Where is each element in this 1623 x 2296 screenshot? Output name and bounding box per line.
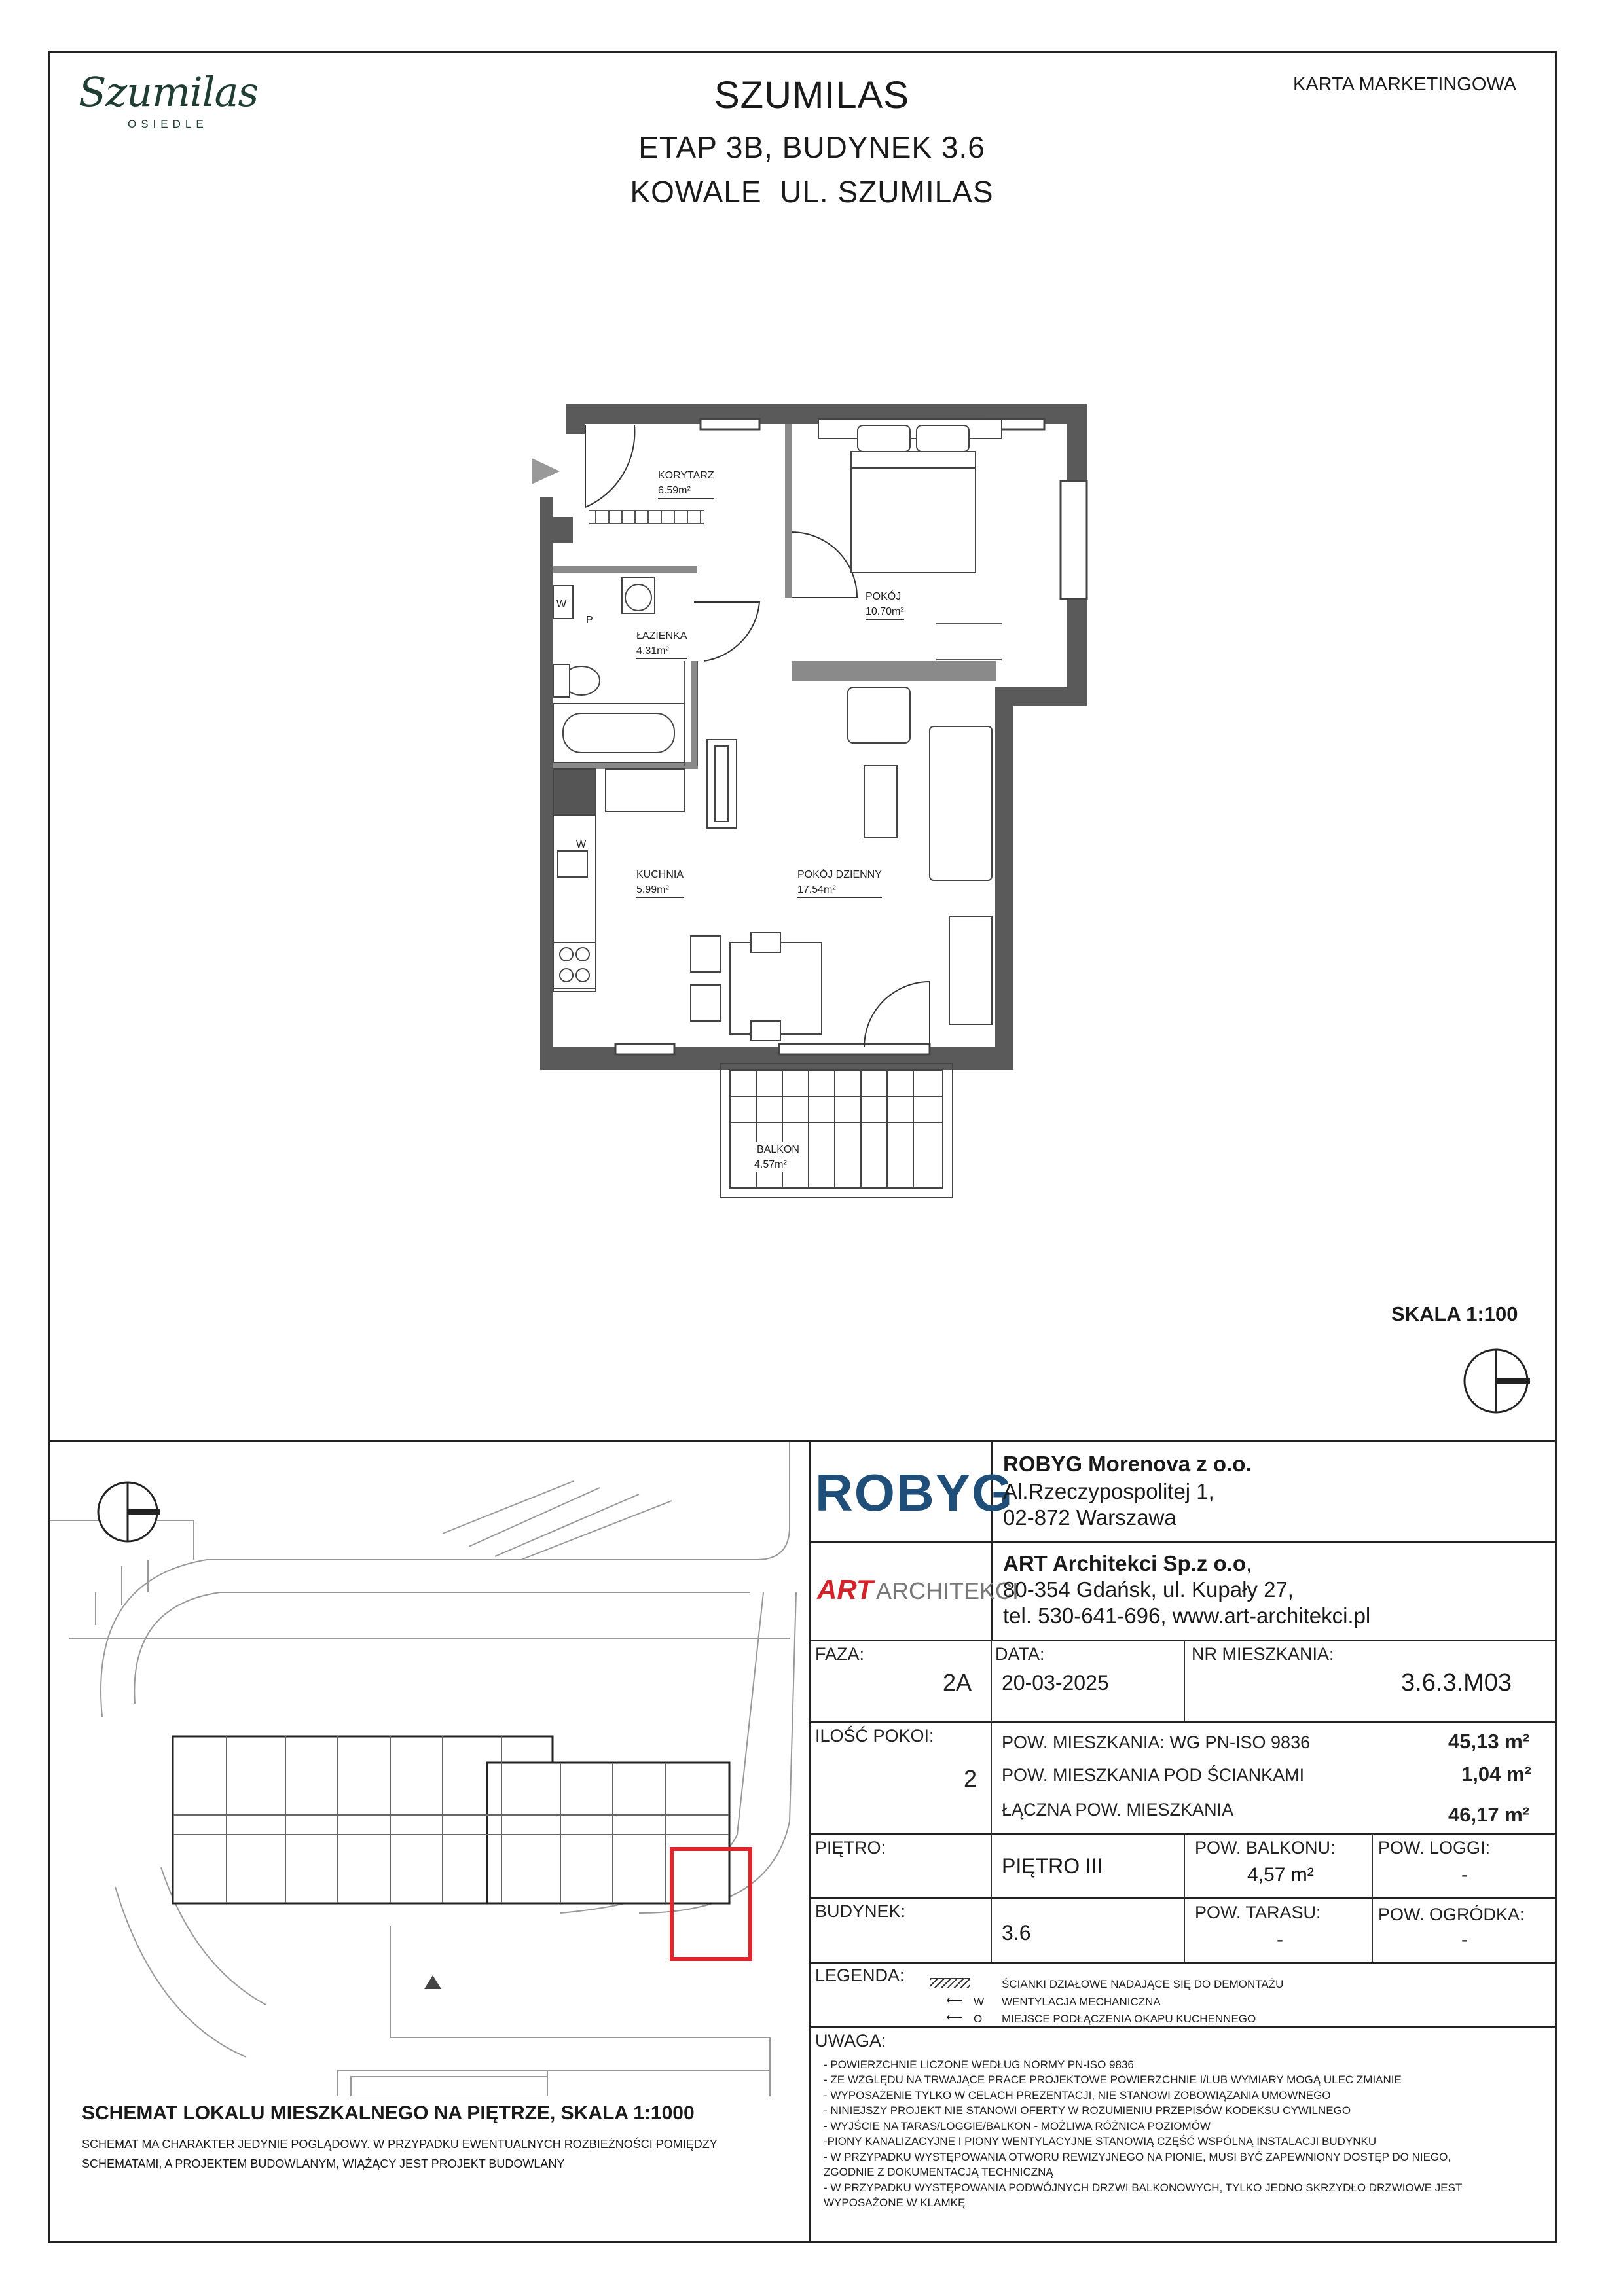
note-item: - POWIERZCHNIE LICZONE WEDŁUG NORMY PN-ISO 9836 (824, 2058, 1134, 2071)
floor-plan (511, 393, 1113, 1211)
legend-arrow-icon: ⟵ (946, 2011, 963, 2024)
site-disclaimer-2: SCHEMATAMI, A PROJEKTEM BUDOWLANYM, WIĄŻĄCY JEST PROJEKT BUDOWLANY (82, 2157, 565, 2170)
balkon-value: 4,57 m² (1247, 1864, 1314, 1886)
pietro-label: PIĘTRO: (815, 1838, 886, 1857)
card-type: KARTA MARKETINGOWA (1293, 74, 1517, 95)
cell-divider (1184, 1640, 1185, 1721)
room-label (754, 1142, 799, 1172)
vent-mark-1: W (556, 599, 567, 610)
room-name: BALKON (757, 1144, 799, 1155)
pokoi-label: ILOŚĆ POKOI: (815, 1726, 934, 1746)
notes-label: UWAGA: (815, 2031, 886, 2051)
nr-label: NR MIESZKANIA: (1192, 1644, 1334, 1664)
room-label (636, 628, 687, 659)
row-divider (809, 1541, 1557, 1543)
loggia-label: POW. LOGGI: (1378, 1838, 1491, 1857)
legend-label: LEGENDA: (815, 1965, 905, 1985)
legend-item: WENTYLACJA MECHANICZNA (1002, 1996, 1161, 2008)
pow-label: POW. MIESZKANIA: WG PN-ISO 9836 (1002, 1732, 1311, 1752)
data-value: 20-03-2025 (1002, 1671, 1109, 1695)
row-divider (809, 1721, 1557, 1723)
cell-divider (991, 1833, 992, 1962)
balkon-label: POW. BALKONU: (1195, 1838, 1336, 1857)
cell-divider (991, 1721, 992, 1833)
site-caption: SCHEMAT LOKALU MIESZKALNEGO NA PIĘTRZE, SKALA 1:1000 (82, 2102, 695, 2124)
architect-contact: tel. 530-641-696, www.art-architekci.pl (1003, 1604, 1371, 1628)
note-item: - WYJŚCIE NA TARAS/LOGGIE/BALKON - MOŻLIWA RÓŻNICA POZIOMÓW (824, 2119, 1211, 2132)
legend-mark: W (974, 1996, 985, 2008)
cell-divider (1184, 1833, 1185, 1962)
room-area: 5.99m² (636, 884, 669, 896)
legend-arrow-icon: ⟵ (946, 1994, 963, 2007)
room-name: POKÓJ DZIENNY (797, 869, 882, 880)
pietro-value: PIĘTRO III (1002, 1854, 1103, 1878)
developer-address-2: 02-872 Warszawa (1003, 1505, 1176, 1530)
page-title: SZUMILAS (714, 74, 910, 117)
note-item: - W PRZYPADKU WYSTĘPOWANIA OTWORU REWIZYJNEGO NA PIONIE, MUSI BYĆ ZAPEWNIONY DOSTĘP DO NIEGO, (824, 2150, 1451, 2163)
cell-divider (991, 1640, 992, 1721)
room-label (866, 589, 904, 620)
cell-divider (1372, 1833, 1373, 1962)
plan-scale: SKALA 1:100 (1391, 1302, 1518, 1325)
row-divider (809, 1962, 1557, 1964)
logo-sub: OSIEDLE (128, 118, 208, 130)
notes-list (824, 2057, 1550, 2211)
nr-value: 3.6.3.M03 (1401, 1669, 1512, 1696)
faza-label: FAZA: (815, 1644, 865, 1664)
room-area: 6.59m² (658, 485, 691, 497)
pokoi-value: 2 (964, 1765, 977, 1792)
taras-value: - (1277, 1929, 1283, 1950)
robyg-logo: ROBYG (815, 1463, 1014, 1522)
room-area: 4.31m² (636, 645, 669, 657)
note-item: - ZE WZGLĘDU NA TRWAJĄCE PRACE PROJEKTOWE POWIERZCHNIE I/LUB WYMIARY MOGĄ ULEC ZMIANIE (824, 2073, 1402, 2087)
architect-name (1003, 1551, 1252, 1576)
legend-item: MIEJSCE PODŁĄCZENIA OKAPU KUCHENNEGO (1002, 2013, 1256, 2025)
legend-hatch-icon (930, 1978, 970, 1988)
ogrodek-value: - (1461, 1929, 1468, 1950)
row-divider (809, 1897, 1557, 1899)
site-disclaimer-1: SCHEMAT MA CHARAKTER JEDYNIE POGLĄDOWY. W PRZYPADKU EWENTUALNYCH ROZBIEŻNOŚCI POMIĘDZY (82, 2138, 718, 2151)
logo-script: Szumilas (79, 68, 259, 116)
entry-arrow-icon (532, 458, 560, 484)
pow-value: 45,13 m² (1448, 1730, 1530, 1753)
note-item: - NINIEJSZY PROJEKT NIE STANOWI OFERTY W ROZUMIENIU PRZEPISÓW KODEKSU CYWILNEGO (824, 2104, 1351, 2117)
row-divider (809, 1833, 1557, 1835)
note-item: - W PRZYPADKU WYSTĘPOWANIA PODWÓJNYCH DRZWI BALKONOWYCH, TYLKO JEDNO SKRZYDŁO DRZWIOWE JEST (824, 2181, 1463, 2194)
laczna-value: 46,17 m² (1448, 1803, 1530, 1826)
note-item: ZGODNIE Z DOKUMENTACJĄ TECHNICZNĄ (824, 2166, 1053, 2179)
north-arrow-icon (1460, 1345, 1532, 1417)
room-area: 10.70m² (866, 606, 904, 618)
site-entry-icon (424, 1975, 441, 1989)
page-subtitle: ETAP 3B, BUDYNEK 3.6 (638, 130, 985, 164)
art-logo-mark: ART (817, 1574, 873, 1605)
legend-item: ŚCIANKI DZIAŁOWE NADAJĄCE SIĘ DO DEMONTAŻU (1002, 1978, 1284, 1990)
note-item: -PIONY KANALIZACYJNE I PIONY WENTYLACYJNE STANOWIĄ CZĘŚĆ WSPÓLNĄ INSTALACJI BUDYNKU (824, 2135, 1377, 2148)
shaft-mark: P (586, 615, 593, 626)
room-label (797, 867, 882, 898)
ogrodek-label: POW. OGRÓDKA: (1378, 1905, 1525, 1924)
room-name: KUCHNIA (636, 869, 684, 880)
pod-value: 1,04 m² (1461, 1763, 1531, 1785)
art-logo (817, 1574, 1019, 1605)
pod-label: POW. MIESZKANIA POD ŚCIANKAMI (1002, 1765, 1305, 1785)
budynek-value: 3.6 (1002, 1921, 1031, 1945)
developer-address-1: Al.Rzeczypospolitej 1, (1003, 1479, 1214, 1503)
budynek-label: BUDYNEK: (815, 1901, 906, 1921)
architect-address: 80-354 Gdańsk, ul. Kupały 27, (1003, 1577, 1294, 1602)
balcony (720, 1064, 953, 1198)
row-divider (809, 1640, 1557, 1641)
column-divider (809, 1440, 811, 2243)
architect-name-text: ART Architekci Sp.z o.o (1003, 1551, 1246, 1575)
taras-label: POW. TARASU: (1195, 1903, 1321, 1922)
szumilas-logo (79, 68, 262, 157)
room-label (658, 468, 714, 499)
room-name: ŁAZIENKA (636, 630, 687, 641)
room-label (636, 867, 684, 898)
laczna-label: ŁĄCZNA POW. MIESZKANIA (1002, 1800, 1234, 1820)
art-logo-text: ARCHITEKCI (876, 1577, 1019, 1604)
room-area: 17.54m² (797, 884, 836, 896)
faza-value: 2A (943, 1669, 972, 1696)
bathroom-fixtures (553, 577, 684, 762)
data-label: DATA: (995, 1644, 1045, 1664)
room-name: KORYTARZ (658, 470, 714, 481)
page-location: KOWALE UL. SZUMILAS (630, 175, 994, 209)
room-area: 4.57m² (754, 1159, 787, 1171)
vent-mark-2: W (576, 839, 587, 850)
legend-mark: O (974, 2013, 983, 2025)
note-item: WYPOSAŻONE W KLAMKĘ (824, 2197, 966, 2210)
site-north-arrow-icon (92, 1476, 164, 1548)
developer-name: ROBYG Morenova z o.o. (1003, 1452, 1252, 1476)
room-name: POKÓJ (866, 591, 902, 602)
architect-name-suffix: , (1246, 1551, 1252, 1575)
loggia-value: - (1461, 1864, 1468, 1886)
note-item: - WYPOSAŻENIE TYLKO W CELACH PREZENTACJI, NIE STANOWI ZOBOWIĄZANIA UMOWNEGO (824, 2089, 1331, 2102)
bedroom-furniture (818, 419, 1002, 573)
